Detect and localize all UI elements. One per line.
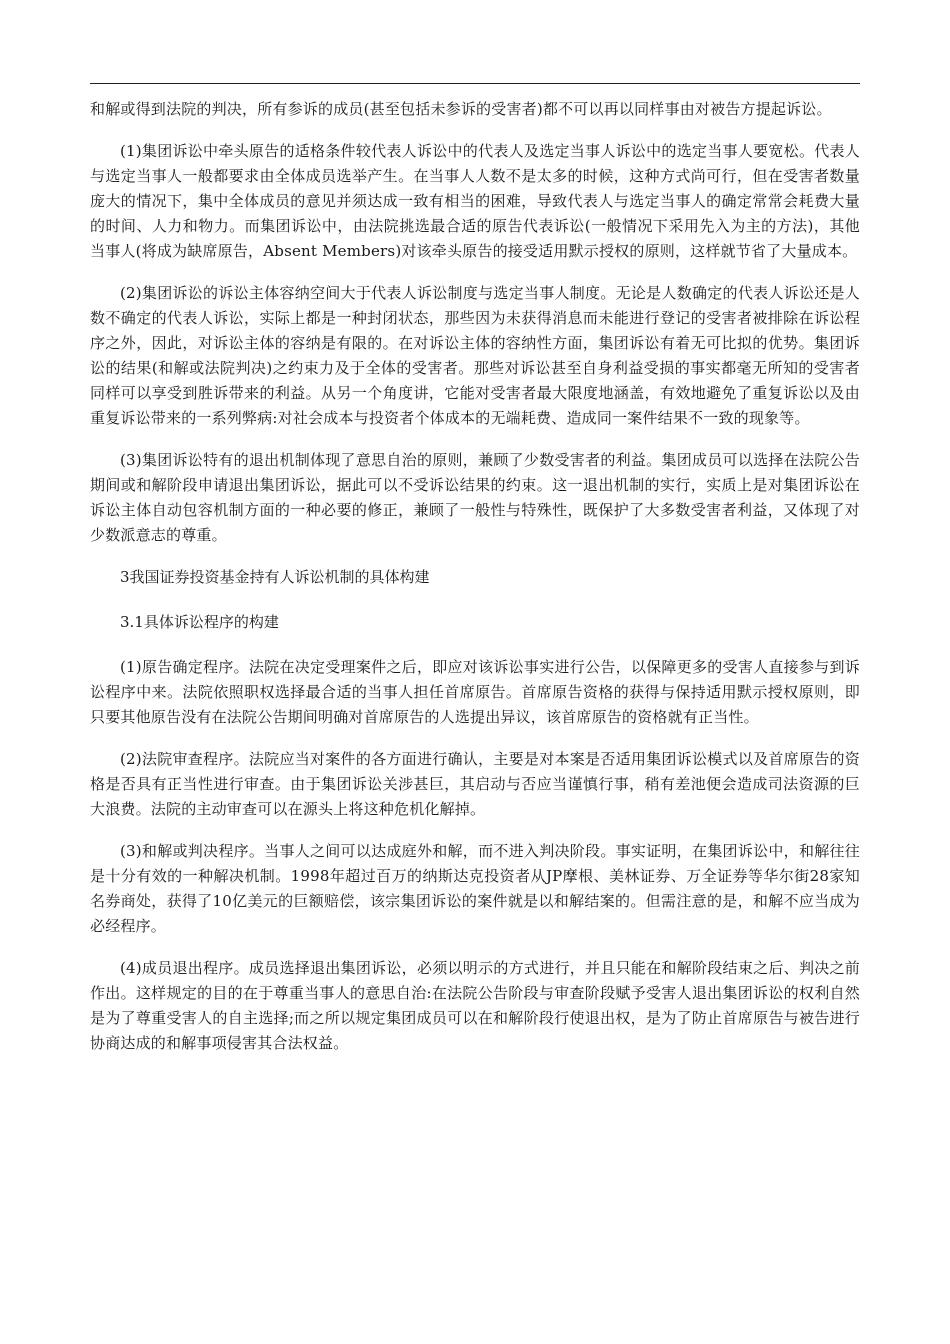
paragraph-continuation: 和解或得到法院的判决，所有参诉的成员(甚至包括未参诉的受害者)都不可以再以同样事由对被告方提起诉讼。: [90, 100, 832, 118]
section-heading-3-1: 3.1具体诉讼程序的构建: [120, 613, 279, 631]
paragraph-opt-out-mechanism: (3)集团诉讼特有的退出机制体现了意思自治的原则，兼顾了少数受害者的利益。集团成员可以选择在法院公告期间或和解阶段申请退出集团诉讼，据此可以不受诉讼结果的约束。这一退出机制的实行，实质上是对集团诉讼在诉讼主体自动包容机制方面的一种必要的修正，兼顾了一般性与特殊性，既保护了大多数受害者利益，又体现了对少数派意志的尊重。: [90, 451, 860, 544]
paragraph-court-review: (2)法院审查程序。法院应当对案件的各方面进行确认，主要是对本案是否适用集团诉讼模式以及首席原告的资格是否具有正当性进行审查。由于集团诉讼关涉甚巨，其启动与否应当谨慎行事，稍有差池便会造成司法资源的巨大浪费。法院的主动审查可以在源头上将这种危机化解掉。: [90, 750, 860, 818]
paragraph-plaintiff-procedure: (1)原告确定程序。法院在决定受理案件之后，即应对该诉讼事实进行公告，以保障更多的受害人直接参与到诉讼程序中来。法院依照职权选择最合适的当事人担任首席原告。首席原告资格的获得与保持适用默示授权原则，即只要其他原告没有在法院公告期间明确对首席原告的人选提出异议，该首席原告的资格就有正当性。: [90, 658, 860, 726]
document-body: [90, 97, 860, 1073]
paragraph-settlement-judgment: (3)和解或判决程序。当事人之间可以达成庭外和解，而不进入判决阶段。事实证明，在集团诉讼中，和解往往是十分有效的一种解决机制。1998年超过百万的纳斯达克投资者从JP摩根、美林证券、万全证券等华尔街28家知名券商处，获得了10亿美元的巨额赔偿，该宗集团诉讼的案件就是以和解结案的。但需注意的是，和解不应当成为必经程序。: [90, 842, 860, 935]
paragraph-member-exit: (4)成员退出程序。成员选择退出集团诉讼，必须以明示的方式进行，并且只能在和解阶段结束之后、判决之前作出。这样规定的目的在于尊重当事人的意思自治:在法院公告阶段与审查阶段赋予受害人退出集团诉讼的权利自然是为了尊重受害人的自主选择;而之所以规定集团成员可以在和解阶段行使退出权，是为了防止首席原告与被告进行协商达成的和解事项侵害其合法权益。: [90, 959, 860, 1052]
paragraph-lead-plaintiff: (1)集团诉讼中牵头原告的适格条件较代表人诉讼中的代表人及选定当事人诉讼中的选定当事人要宽松。代表人与选定当事人一般都要求由全体成员选举产生。在当事人人数不是太多的时候，这种方式尚可行，但在受害者数量庞大的情况下，集中全体成员的意见并须达成一致有相当的困难，导致代表人与选定当事人的确定常常会耗费大量的时间、人力和物力。而集团诉讼中，由法院挑选最合适的原告代表诉讼(一般情况下采用先入为主的方法)，其他当事人(将成为缺席原告，Absent Members)对该牵头原告的接受适用默示授权的原则，这样就节省了大量成本。: [90, 142, 860, 260]
header-rule: [90, 83, 860, 84]
paragraph-litigation-scope: (2)集团诉讼的诉讼主体容纳空间大于代表人诉讼制度与选定当事人制度。无论是人数确定的代表人诉讼还是人数不确定的代表人诉讼，实际上都是一种封闭状态，那些因为未获得消息而未能进行登记的受害者被排除在诉讼程序之外，因此，对诉讼主体的容纳是有限的。在对诉讼主体的容纳性方面，集团诉讼有着无可比拟的优势。集团诉讼的结果(和解或法院判决)之约束力及于全体的受害者。那些对诉讼甚至自身利益受损的事实都毫无所知的受害者同样可以享受到胜诉带来的利益。从另一个角度讲，它能对受害者最大限度地涵盖，有效地避免了重复诉讼以及由重复诉讼带来的一系列弊病:对社会成本与投资者个体成本的无端耗费、造成同一案件结果不一致的现象等。: [90, 284, 860, 427]
section-heading-3: 3我国证券投资基金持有人诉讼机制的具体构建: [120, 568, 430, 586]
